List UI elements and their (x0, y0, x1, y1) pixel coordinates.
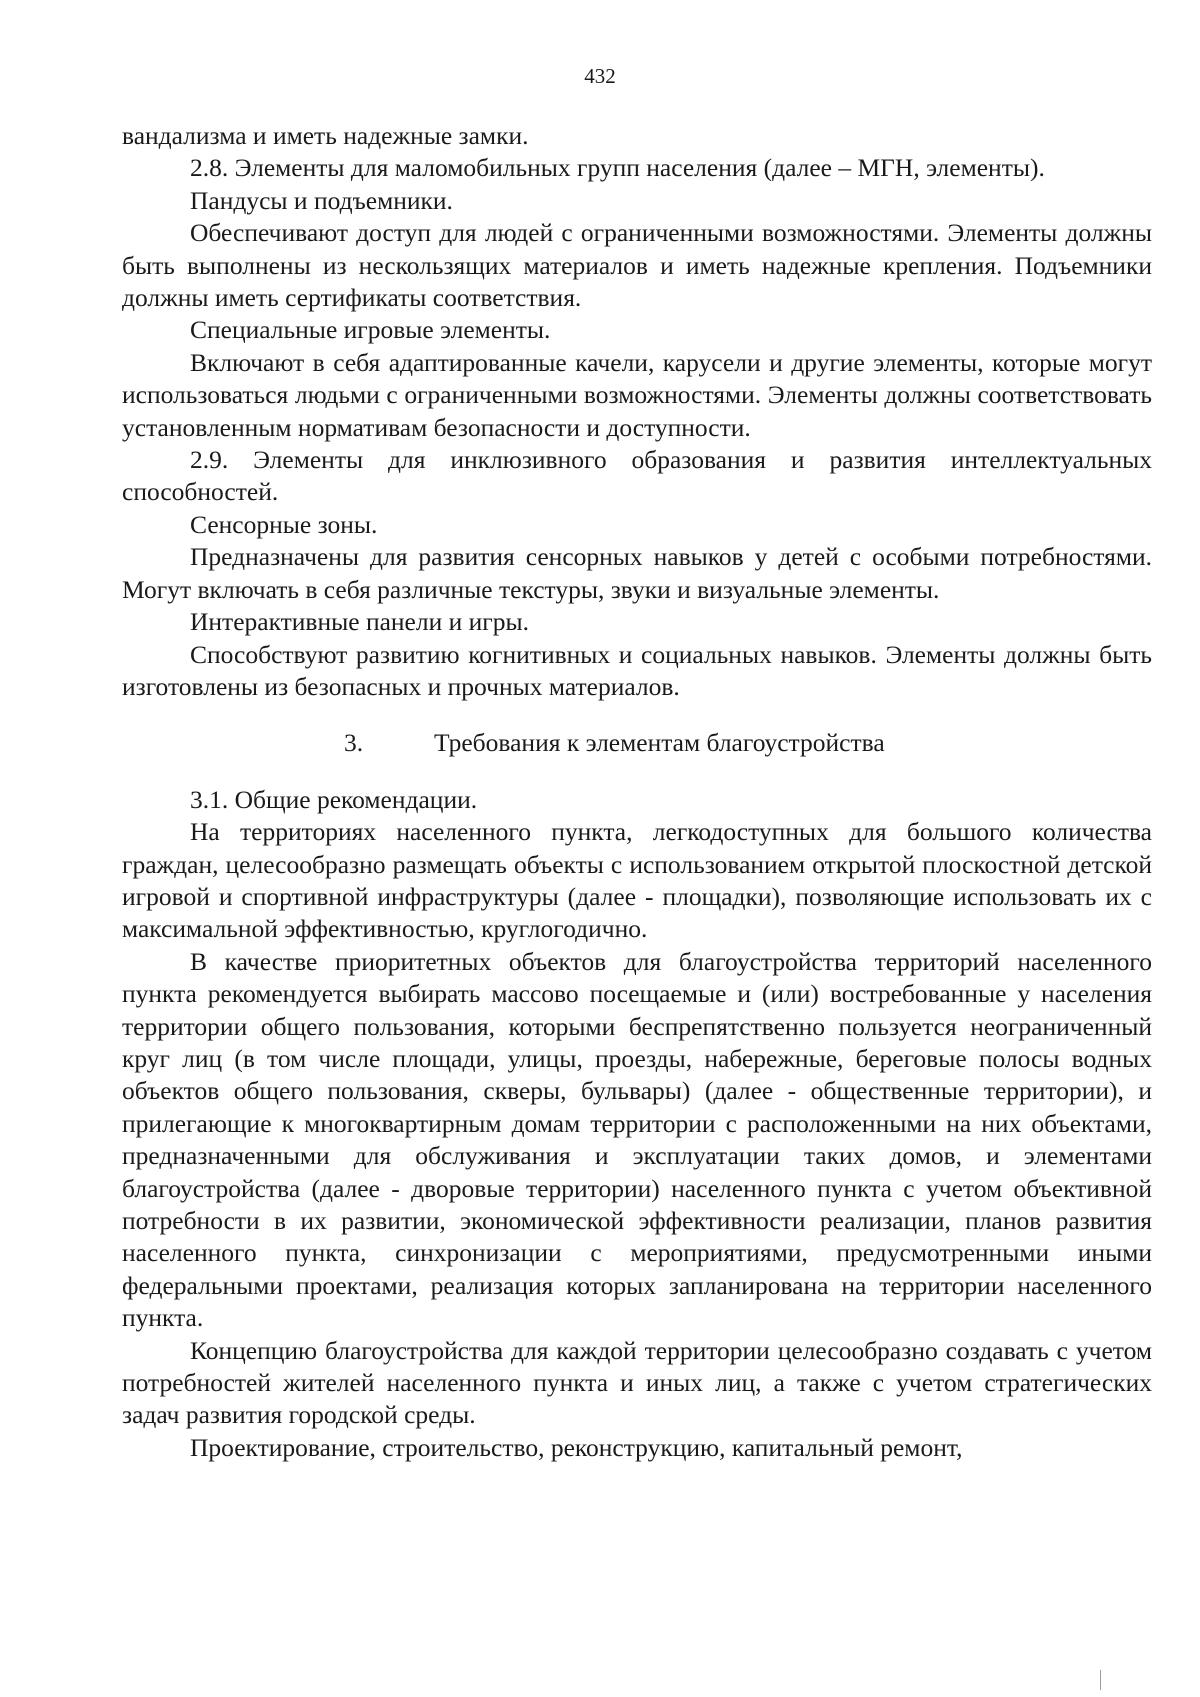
paragraph-special-play-body: Включают в себя адаптированные качели, карусели и другие элементы, которые могут использоваться людьми с ограниченными возможностями. Элементы должны соответствовать установленным нормативам безопасности и доступности. (122, 347, 1152, 442)
paragraph-2-8-heading: 2.8. Элементы для маломобильных групп населения (далее – МГН, элементы). (190, 153, 1045, 183)
document-body (122, 120, 1152, 1464)
page-number: 432 (584, 64, 616, 88)
paragraph-2-9-heading: 2.9. Элементы для инклюзивного образования и развития интеллектуальных способностей. (122, 445, 1152, 507)
paragraph-special-play-title: Специальные игровые элементы. (190, 315, 551, 345)
paragraph-concept: Концепцию благоустройства для каждой территории целесообразно создавать с учетом потребностей жителей населенного пункта и иных лиц, а также с учетом стратегических задач развития городской среды. (122, 1335, 1152, 1430)
scan-edge-mark (1100, 1670, 1101, 1690)
section-heading (122, 727, 1152, 759)
section-number: 3. (344, 728, 364, 758)
paragraph-interactive-body: Способствуют развитию когнитивных и социальных навыков. Элементы должны быть изготовлены из безопасных и прочных материалов. (122, 639, 1152, 701)
paragraph-ramps-title: Пандусы и подъемники. (190, 185, 453, 215)
paragraph-priority-objects: В качестве приоритетных объектов для благоустройства территорий населенного пункта рекомендуется выбирать массово посещаемые и (или) востребованные у населения территории общего пользования, которыми беспрепятственно пользуется неограниченный круг лиц (в том числе площади, улицы, проезды, набережные, береговые полосы водных объектов общего пользования, скверы, бульвары) (далее - общественные территории), и прилегающие к многоквартирным домам территории с расположенными на них объектами, предназначенными для обслуживания и эксплуатации таких домов, и элементами благоустройства (далее - дворовые территории) населенного пункта с учетом объективной потребности в их развитии, экономической эффективности реализации, планов развития населенного пункта, синхронизации с мероприятиями, предусмотренными иными федеральными проектами, реализация которых запланирована на территории населенного пункта. (122, 946, 1152, 1333)
paragraph-territories: На территориях населенного пункта, легкодоступных для большого количества граждан, целесообразно размещать объекты с использованием открытой плоскостной детской игровой и спортивной инфраструктуры (далее - площадки), позволяющие использовать их с максимальной эффективностью, круглогодично. (122, 817, 1152, 944)
paragraph-continuation: вандализма и иметь надежные замки. (122, 121, 529, 150)
section-title: Требования к элементам благоустройства (434, 728, 885, 758)
paragraph-design-start: Проектирование, строительство, реконструкцию, капитальный ремонт, (190, 1432, 963, 1462)
paragraph-sensory-body: Предназначены для развития сенсорных навыков у детей с особыми потребностями. Могут включать в себя различные текстуры, звуки и визуальные элементы. (122, 542, 1152, 604)
paragraph-interactive-title: Интерактивные панели и игры. (190, 607, 530, 637)
paragraph-3-1-heading: 3.1. Общие рекомендации. (190, 784, 478, 814)
paragraph-sensory-title: Сенсорные зоны. (190, 509, 378, 539)
paragraph-ramps-body: Обеспечивают доступ для людей с ограниченными возможностями. Элементы должны быть выполнены из нескользящих материалов и иметь надежные крепления. Подъемники должны иметь сертификаты соответствия. (122, 218, 1152, 313)
